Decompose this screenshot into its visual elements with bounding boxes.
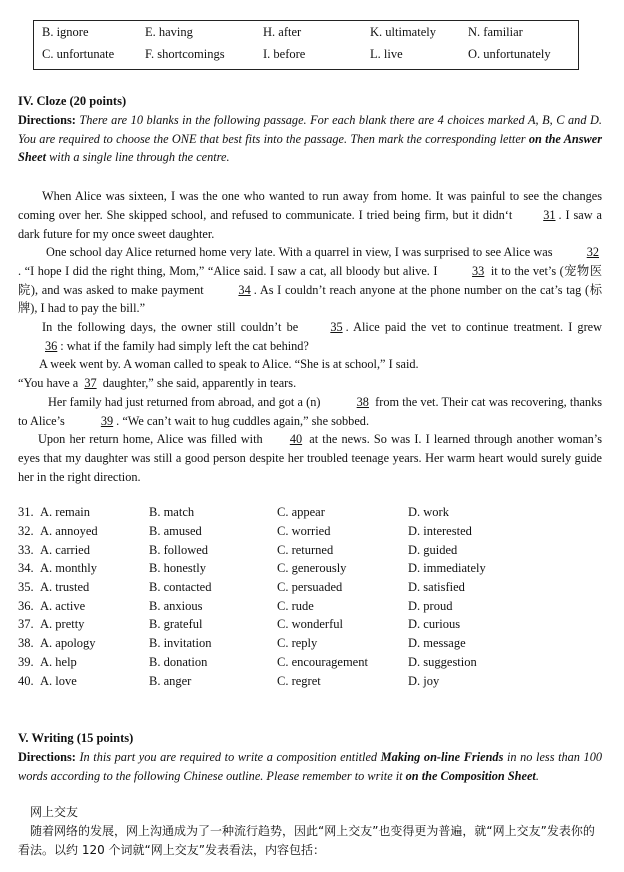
blank-33: 33 (472, 263, 485, 278)
option-row: 31. A. remain B. match C. appear D. work (18, 505, 449, 519)
blank-35: 35 (330, 320, 343, 334)
chinese-title: 网上交友 (30, 805, 79, 819)
word-option: B. ignore (42, 25, 89, 39)
word-option: E. having (145, 25, 193, 39)
blank-34: 34 (238, 282, 251, 297)
passage-paragraph: When Alice was sixteen, I was the one who wanted to run away from home. It was painful to see the changes coming over her. She skipped school, and refused to communicate. I tried being firm, but it didn‘t 31 . I saw a dark future for my once sweet daughter. (18, 189, 602, 241)
option-row: 33. A. carried B. followed C. returned D. guided (18, 543, 458, 557)
directions-label: Directions: (18, 750, 76, 764)
directions-emphasis: on the Answer Sheet (18, 131, 602, 164)
option-row: 36. A. active B. anxious C. rude D. proud (18, 599, 453, 613)
word-option: O. unfortunately (468, 47, 551, 61)
blank-39: 39 (100, 413, 114, 428)
option-row: 34. A. monthly B. honestly C. generously D. immediately (18, 561, 486, 575)
directions-text: There are 10 blanks in the following passage. For each blank there are 4 choices marked A, B, C and D. You are required to choose the ONE that best fits into the passage. Then mark the corresponding letter (18, 113, 602, 146)
blank-38: 38 (356, 395, 369, 409)
blank-36: 36 (45, 338, 58, 353)
composition-title: Making on-line Friends (380, 750, 504, 764)
option-row: 38. A. apology B. invitation C. reply D. message (18, 636, 466, 650)
cloze-directions (18, 111, 602, 167)
passage-paragraph: A week went by. A woman called to speak to Alice. “She is at school,” I said. (39, 357, 419, 371)
option-row: 39. A. help B. donation C. encouragement D. suggestion (18, 655, 477, 669)
word-option: I. before (263, 47, 306, 61)
cloze-heading: IV. Cloze (20 points) (18, 94, 127, 108)
directions-emphasis: on the Composition Sheet (405, 768, 536, 783)
blank-40: 40 (289, 432, 303, 446)
option-row: 37. A. pretty B. grateful C. wonderful D. curious (18, 617, 461, 631)
word-option: L. live (370, 47, 403, 61)
directions-label: Directions: (18, 113, 76, 127)
option-row: 40. A. love B. anger C. regret D. joy (18, 674, 440, 688)
word-option: C. unfortunate (42, 47, 115, 61)
passage-paragraph: In the following days, the owner still couldn’t be 35 . Alice paid the vet to continue treatment. I grew 36 : what if the family had simply left the cat behind? (18, 318, 602, 356)
word-option: N. familiar (468, 25, 523, 39)
directions-text: in no less than 100 words according to the following Chinese outline. Please remember to write it (18, 750, 603, 783)
word-bank-box (33, 20, 579, 70)
directions-text: with a single line through the centre. (49, 150, 230, 164)
writing-heading: V. Writing (15 points) (18, 731, 134, 745)
blank-32: 32 (586, 245, 600, 259)
word-option: F. shortcomings (145, 47, 225, 61)
passage-paragraph: One school day Alice returned home very late. With a quarrel in view, I was surprised to see Alice was 32. “I hope I did the right thing, Mom,” “Alice said. I saw a cat, all bloody but alive. I 33 it to the vet’s (宠物医院), and was asked to make payment 34 . As I couldn’t reach anyone at the phone number on the cat’s tag (标牌), I had to pay the bill.” (18, 245, 602, 316)
chinese-outline: 随着网络的发展，网上沟通成为了一种流行趋势，因此“网上交友”也变得更为普遍，就“网上交友”发表你的看法。以约 120 个词就“网上交友”发表看法，内容包括： (18, 824, 595, 857)
option-row: 32. A. annoyed B. amused C. worried D. interested (18, 524, 472, 538)
passage-paragraph: “You have a 37 daughter,” she said, apparently in tears. (18, 374, 602, 393)
directions-text: In this part you are required to write a composition entitled (79, 750, 378, 764)
blank-37: 37 (84, 376, 97, 390)
word-option: H. after (263, 25, 302, 39)
passage-paragraph: Her family had just returned from abroad, and got a (n) 38 from the vet. Their cat was recovering, thanks to Alice’s 39 . “We can’t wait to hug cuddles again,” she sobbed. (18, 393, 602, 431)
option-row: 35. A. trusted B. contacted C. persuaded D. satisfied (18, 580, 465, 594)
blank-31: 31 (543, 207, 556, 222)
word-option: K. ultimately (370, 25, 436, 39)
passage-paragraph: Upon her return home, Alice was filled with 40 at the news. So was I. I learned through another woman’s eyes that my daughter was still a good person despite her troubled teenage years. Her warm heart would surely guide her in the right direction. (18, 432, 603, 484)
writing-directions: Directions: In this part you are required to write a composition entitled Making on-line Friends in no less than 100 words according to the following Chinese outline. Please remember to write it on the Composition Sheet. (18, 750, 603, 783)
